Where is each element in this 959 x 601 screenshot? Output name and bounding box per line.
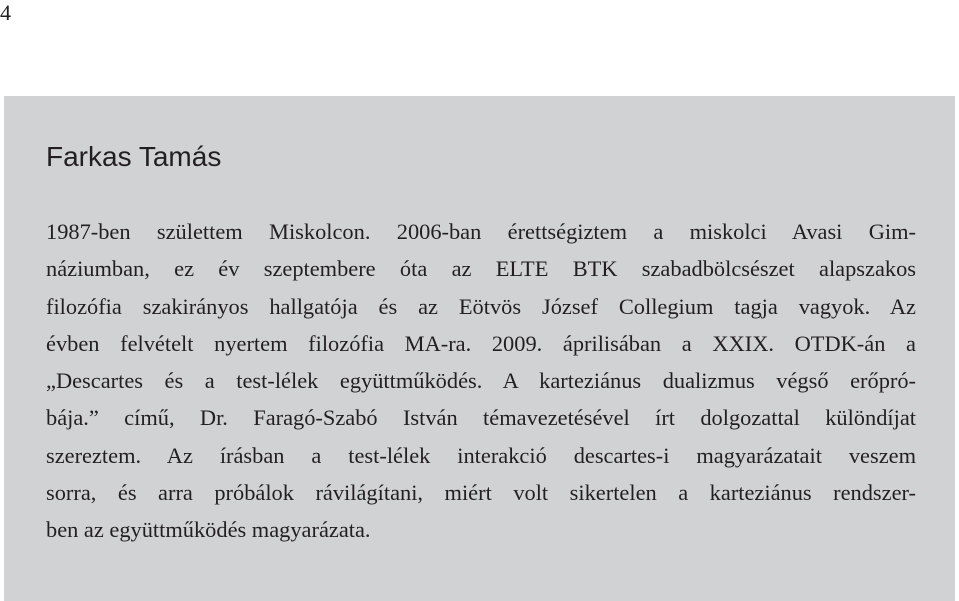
biography-line: 1987-ben születtem Miskolcon. 2006-ban érettségiztem a miskolci Avasi Gim- <box>46 219 916 244</box>
biography-paragraph <box>46 213 916 549</box>
biography-line: évben felvételt nyertem filozófia MA-ra. 2009. áprilisában a XXIX. OTDK-án a <box>46 330 916 356</box>
author-name: Farkas Tamás <box>46 141 222 172</box>
biography-line: szereztem. Az írásban a test-lélek interakció descartes-i magyarázatait veszem <box>46 442 916 468</box>
page-number: 4 <box>0 0 11 25</box>
biography-line: náziumban, ez év szeptembere óta az ELTE BTK szabadbölcsészet alapszakos <box>46 256 916 282</box>
biography-line: sorra, és arra próbálok rávilágítani, miért volt sikertelen a karteziánus rendszer- <box>46 480 916 506</box>
biography-line: bája.” című, Dr. Faragó-Szabó István témavezetésével írt dolgozattal különdíjat <box>46 405 916 431</box>
biography-line: ben az együttműködés magyarázata. <box>46 517 371 543</box>
biography-line: „Descartes és a test-lélek együttműködés. A karteziánus dualizmus végső erőpró- <box>46 368 916 394</box>
biography-line: filozófia szakirányos hallgatója és az Eötvös József Collegium tagja vagyok. Az <box>46 293 916 319</box>
biography-box <box>4 96 955 601</box>
